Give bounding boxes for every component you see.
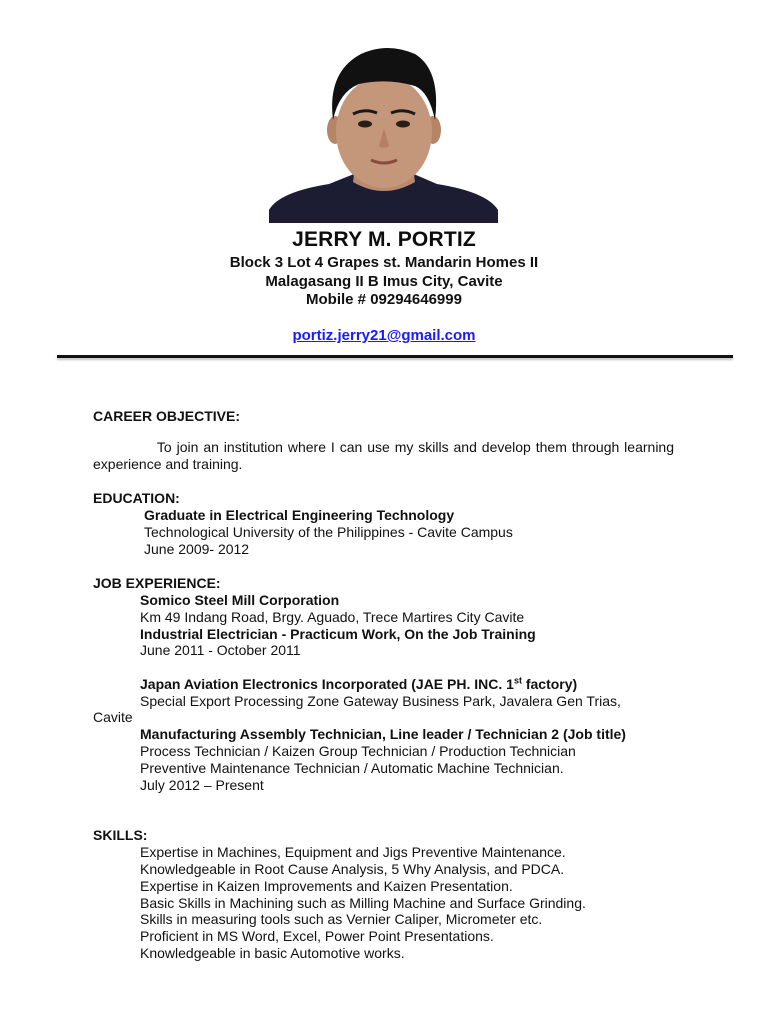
skill-item: Basic Skills in Machining such as Milling Machine and Surface Grinding. (140, 895, 586, 911)
profile-photo (269, 42, 498, 223)
job2-company-suffix: factory) (521, 676, 578, 692)
skill-item: Proficient in MS Word, Excel, Power Point Presentations. (140, 928, 494, 944)
job1-dates: June 2011 - October 2011 (140, 642, 301, 658)
job2-title: Manufacturing Assembly Technician, Line leader / Technician 2 (Job title) (140, 726, 626, 742)
job2-dates: July 2012 – Present (140, 777, 264, 793)
education-years: June 2009- 2012 (144, 541, 250, 557)
mobile-number: Mobile # 09294646999 (306, 291, 462, 308)
career-objective-text: To join an institution where I can use my skills and develop them through learning experience and training. (93, 439, 674, 472)
career-objective-heading: CAREER OBJECTIVE: (93, 408, 241, 424)
skill-item: Knowledgeable in basic Automotive works. (140, 945, 405, 961)
job2-company-prefix: Japan Aviation Electronics Incorporated (JAE PH. INC. 1 (140, 676, 514, 692)
job1-title: Industrial Electrician - Practicum Work, On the Job Training (140, 626, 536, 642)
job1-company: Somico Steel Mill Corporation (140, 592, 340, 608)
education-heading: EDUCATION: (93, 490, 180, 506)
education-degree: Graduate in Electrical Engineering Technology (144, 507, 455, 523)
address-line-1: Block 3 Lot 4 Grapes st. Mandarin Homes II (229, 254, 539, 271)
address-line-2: Malagasang II B Imus City, Cavite (265, 273, 503, 290)
email-link[interactable]: portiz.jerry21@gmail.com (292, 327, 476, 344)
job2-role-line-2: Preventive Maintenance Technician / Automatic Machine Technician. (140, 760, 564, 776)
job2-company-sup: st (513, 675, 522, 686)
job2-role-line-1: Process Technician / Kaizen Group Technician / Production Technician (140, 743, 576, 759)
education-school: Technological University of the Philippines - Cavite Campus (144, 524, 513, 540)
applicant-name: JERRY M. PORTIZ (292, 228, 476, 251)
skill-item: Knowledgeable in Root Cause Analysis, 5 Why Analysis, and PDCA. (140, 861, 565, 877)
job2-company (140, 676, 577, 693)
job2-address-line-2: Cavite (93, 709, 133, 725)
skills-heading: SKILLS: (93, 827, 148, 843)
job-experience-heading: JOB EXPERIENCE: (93, 575, 221, 591)
skill-item: Skills in measuring tools such as Vernier Caliper, Micrometer etc. (140, 911, 543, 927)
skill-item: Expertise in Machines, Equipment and Jigs Preventive Maintenance. (140, 844, 566, 860)
job1-address: Km 49 Indang Road, Brgy. Aguado, Trece Martires City Cavite (140, 609, 525, 625)
skill-item: Expertise in Kaizen Improvements and Kaizen Presentation. (140, 878, 513, 894)
header-divider (57, 355, 733, 358)
job2-address-line-1: Special Export Processing Zone Gateway Business Park, Javalera Gen Trias, (140, 693, 621, 709)
